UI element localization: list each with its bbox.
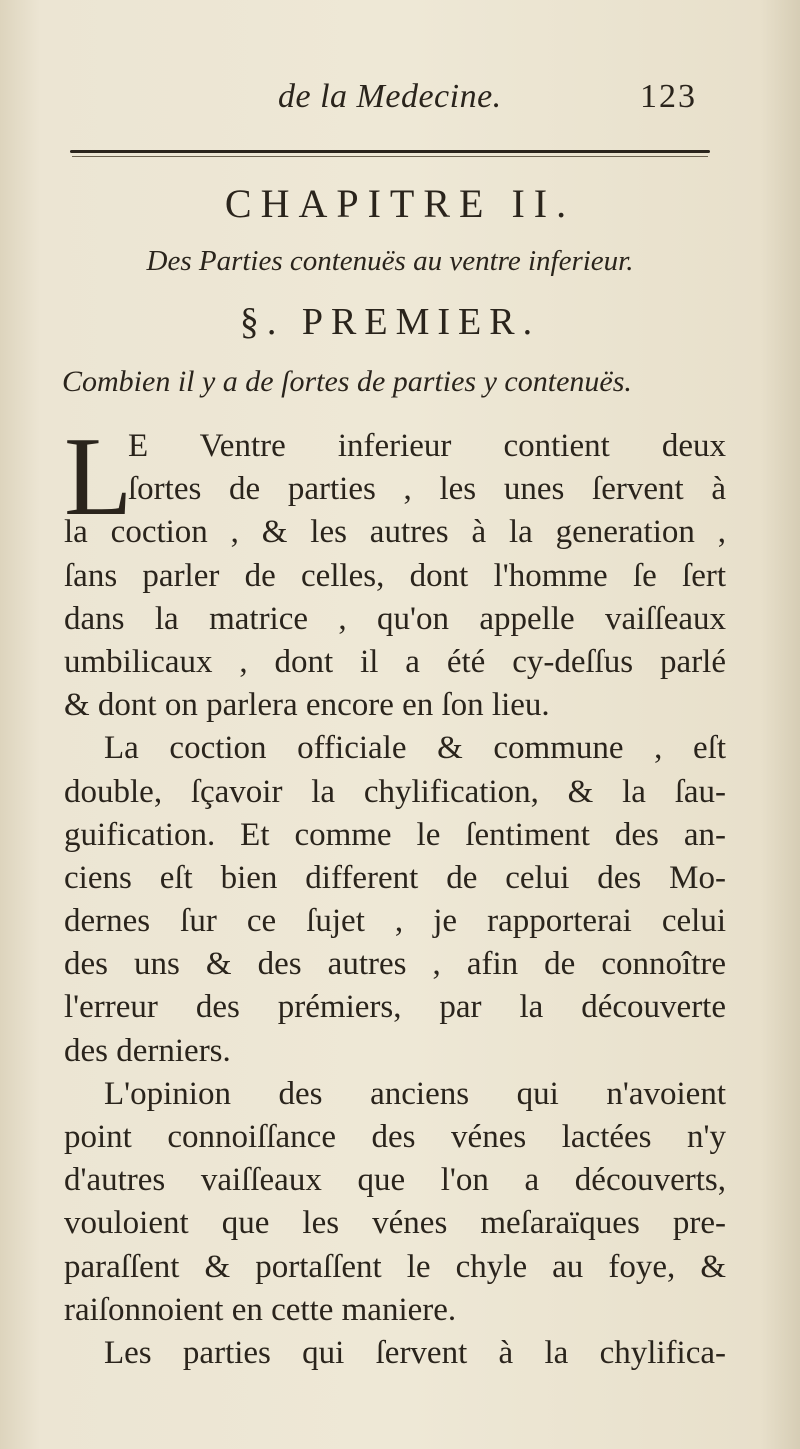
text-line: double, ſçavoir la chylification, & la ſau-: [64, 773, 726, 810]
text-line: ſans parler de celles, dont l'homme ſe ſert: [64, 557, 726, 594]
text-line: point connoiſſance des vénes lactées n'y: [64, 1119, 726, 1155]
chapter-title: CHAPITRE II.: [224, 181, 576, 226]
text-line: des derniers.: [64, 1032, 231, 1069]
text-line: l'erreur des prémiers, par la découverte: [64, 989, 726, 1026]
drop-cap: L: [64, 415, 133, 539]
page-number: 123: [640, 78, 697, 115]
text-line: vouloient que les vénes meſaraïques pre-: [64, 1205, 726, 1242]
text-line: dernes ſur ce ſujet , je rapporterai celui: [64, 903, 726, 940]
chapter-subtitle: Des Parties contenuës au ventre inferieur.: [146, 245, 634, 277]
text-line: ciens eſt bien different de celui des Mo-: [64, 859, 726, 896]
text-line: Les parties qui ſervent à la chylifica-: [104, 1334, 726, 1371]
body-text: [64, 415, 726, 1375]
text-line: dans la matrice , qu'on appelle vaiſſeaux: [64, 600, 726, 637]
text-line: la coction , & les autres à la generation ,: [64, 514, 726, 551]
text-line: guification. Et comme le ſentiment des an-: [64, 816, 726, 853]
text-line: raiſonnoient en cette maniere.: [64, 1291, 457, 1328]
text-line: des uns & des autres , afin de connoître: [64, 946, 726, 983]
text-line: d'autres vaiſſeaux que l'on a découverts,: [64, 1162, 726, 1199]
section-subtitle: Combien il y a de ſortes de parties y contenuës.: [62, 365, 632, 398]
text-line: paraſſent & portaſſent le chyle au foye, &: [64, 1248, 726, 1285]
text-line: & dont on parlera encore en ſon lieu.: [64, 687, 550, 724]
header-rule-thin: [72, 156, 708, 157]
text-line: L'opinion des anciens qui n'avoient: [104, 1075, 726, 1112]
text-line: La coction officiale & commune , eſt: [104, 730, 726, 767]
section-title: §. PREMIER.: [239, 301, 541, 343]
text-line: E Ventre inferieur contient deux: [128, 428, 726, 464]
header-rule: [70, 150, 710, 153]
page-header: [0, 78, 800, 118]
running-title: de la Medecine.: [278, 78, 502, 115]
text-line: ſortes de parties , les unes ſervent à: [128, 471, 726, 508]
text-line: umbilicaux , dont il a été cy-deſſus parlé: [64, 643, 726, 680]
